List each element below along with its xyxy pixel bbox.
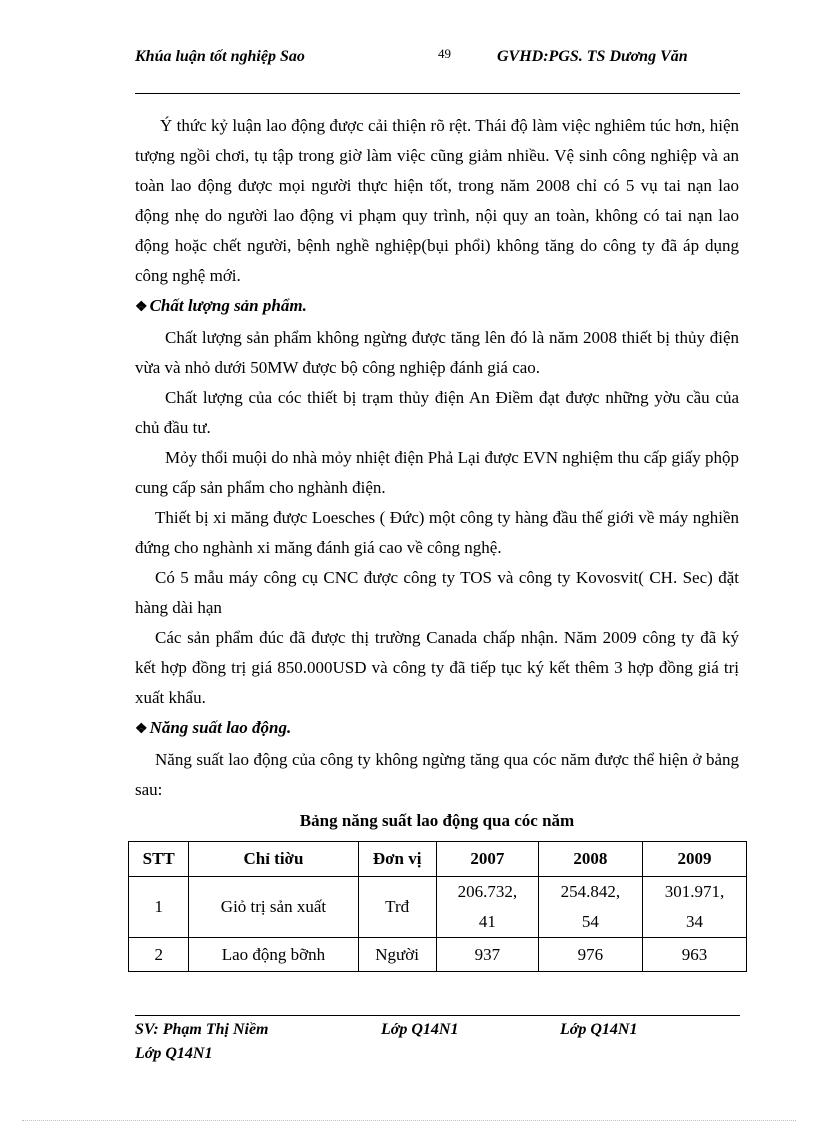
footer-class: Lớp Q14N1	[381, 1021, 459, 1038]
paragraph-productivity: Năng suất lao động của công ty không ngừng tăng qua cóc năm được thể hiện ở bảng sau:	[135, 750, 739, 799]
paragraph-labor-discipline: Ý thức kỷ luận lao động được cải thiện rõ rệt. Thái độ làm việc nghiêm túc hơn, hiện tượng ngồi chơi, tụ tập trong giờ làm việc cũng giảm nhiều. Vệ sinh công nghiệp và an toàn lao động được mọi người thực hiện tốt, trong năm 2008 chỉ có 5 vụ tai nạn lao động nhẹ do người lao động vi phạm quy trình, nội quy an toàn, không có tai nạn lao động hoặc chết người, bệnh nghề nghiệp(bụi phổi) không tăng do công ty đã áp dụng công nghệ mới.	[135, 116, 739, 285]
paragraph-quality-1: Chất lượng sản phẩm không ngừng được tăng lên đó là năm 2008 thiết bị thủy điện vừa và nhỏ dưới 50MW được bộ công nghiệp đánh giá cao.	[135, 328, 739, 377]
table-cell: 976	[538, 938, 642, 972]
footer-class: Lớp Q14N1	[135, 1045, 213, 1062]
paragraph-quality-4: Thiết bị xi măng được Loesches ( Đức) một công ty hàng đầu thế giới về máy nghiền đứng cho nghành xi măng đánh giá cao về công nghệ.	[135, 508, 739, 557]
diamond-bullet-icon: ❖	[135, 722, 148, 737]
table-header-cell: Đơn vị	[358, 842, 436, 877]
table-cell: 206.732, 41	[436, 877, 538, 938]
table-header-cell: STT	[129, 842, 189, 877]
paragraph-quality-2: Chất lượng của cóc thiết bị trạm thủy điện An Điềm đạt được những yờu cầu của chủ đầu tư.	[135, 388, 739, 437]
table-cell: 301.971, 34	[642, 877, 746, 938]
page-number: 49	[438, 46, 451, 61]
table-cell: Giỏ trị sản xuất	[189, 877, 358, 938]
footer-divider	[135, 1015, 740, 1016]
paragraph-quality-5: Có 5 mẫu máy công cụ CNC được công ty TOS và công ty Kovosvit( CH. Sec) đặt hàng dài hạn	[135, 568, 739, 617]
table-cell: 937	[436, 938, 538, 972]
table-header-cell: 2007	[436, 842, 538, 877]
section-heading-text: Chất lượng sản phẩm.	[149, 296, 307, 315]
table-row	[129, 938, 747, 972]
paragraph-quality-3: Mỏy thổi muội do nhà mỏy nhiệt điện Phả Lại được EVN nghiệm thu cấp giấy phộp cung cấp sản phẩm cho nghành điện.	[135, 448, 739, 497]
table-title: Bảng năng suất lao động qua cóc năm	[299, 811, 575, 830]
header-thesis-title: Khúa luận tốt nghiệp Sao	[135, 48, 305, 65]
table-row	[129, 877, 747, 938]
section-heading-text: Năng suất lao động.	[149, 718, 292, 737]
paragraph-quality-6: Các sản phẩm đúc đã được thị trường Canada chấp nhận. Năm 2009 công ty đã ký kết hợp đồng trị giá 850.000USD và công ty đã tiếp tục ký kết thêm 3 hợp đồng giá trị xuất khẩu.	[135, 628, 739, 707]
footer-class: Lớp Q14N1	[560, 1021, 638, 1038]
table-cell: 963	[642, 938, 746, 972]
table-cell: 2	[129, 938, 189, 972]
header-divider	[135, 93, 740, 94]
table-cell: Người	[358, 938, 436, 972]
section-heading-product-quality	[135, 291, 739, 323]
table-cell: Trđ	[358, 877, 436, 938]
table-cell: Lao động bỡnh	[189, 938, 358, 972]
table-header-cell: 2008	[538, 842, 642, 877]
footer-student: SV: Phạm Thị Niềm	[135, 1021, 269, 1038]
section-heading-labor-productivity	[135, 713, 739, 745]
diamond-bullet-icon: ❖	[135, 300, 148, 315]
table-cell: 254.842, 54	[538, 877, 642, 938]
table-cell: 1	[129, 877, 189, 938]
table-header-cell: 2009	[642, 842, 746, 877]
productivity-table	[128, 841, 747, 972]
table-header-row	[129, 842, 747, 877]
header-advisor: GVHD:PGS. TS Dương Văn	[497, 48, 688, 65]
table-header-cell: Chỉ tiờu	[189, 842, 358, 877]
main-text	[135, 111, 739, 805]
page-bottom-dotted-line	[22, 1120, 796, 1121]
